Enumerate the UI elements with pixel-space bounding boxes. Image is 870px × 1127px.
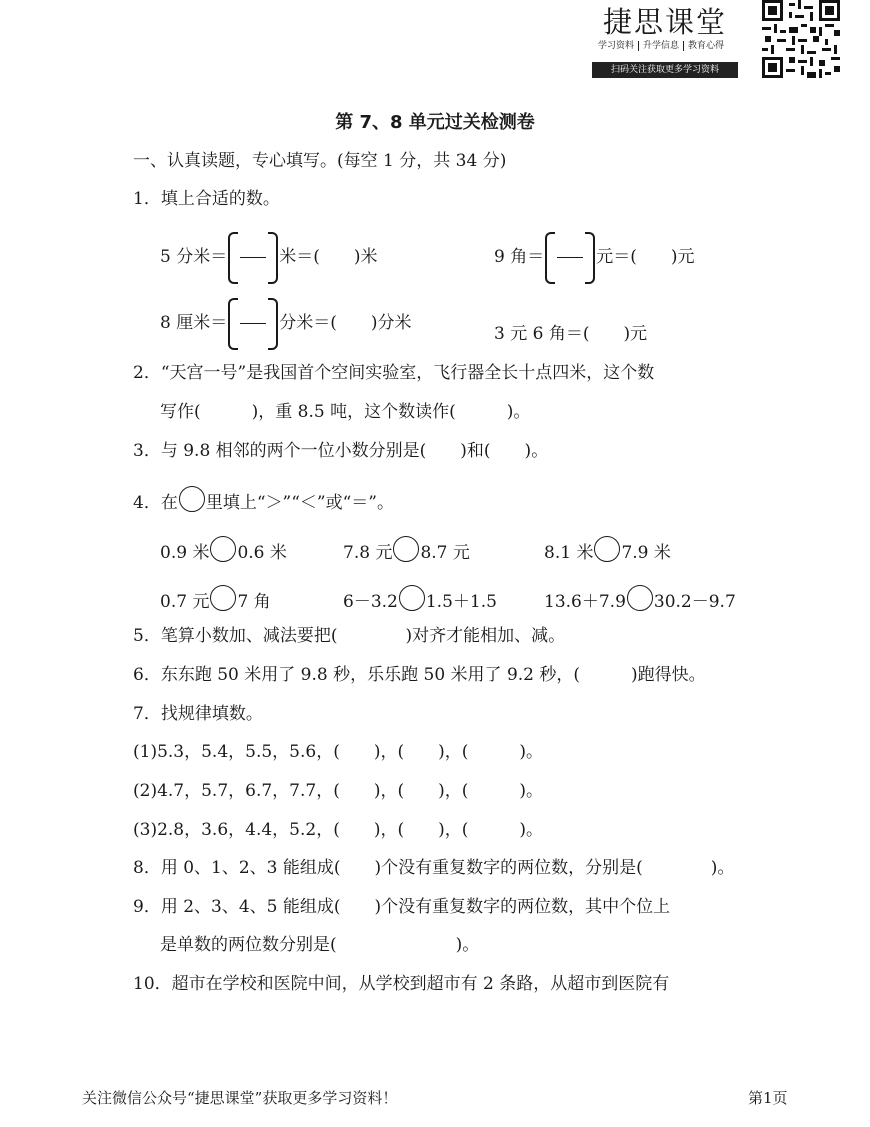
compare-right: 7.9 米 <box>621 543 671 563</box>
question-9-line-2: 是单数的两位数分别是( )。 <box>160 935 480 955</box>
circle-blank <box>179 486 205 512</box>
brand-tag: 学习资料 <box>594 41 639 51</box>
compare-right: 1.5＋1.5 <box>425 592 497 612</box>
compare-item <box>160 536 287 564</box>
section-heading: 一、认真读题，专心填写。(每空 1 分，共 34 分) <box>133 151 507 171</box>
question-7-heading: 7．找规律填数。 <box>133 704 263 724</box>
brand-tag: 升学信息 <box>639 41 684 51</box>
compare-item <box>343 585 497 613</box>
question-1b <box>494 232 695 282</box>
compare-circle[interactable] <box>594 536 620 562</box>
question-3: 3．与 9.8 相邻的两个一位小数分别是( )和( )。 <box>133 441 549 461</box>
question-10: 10．超市在学校和医院中间，从学校到超市有 2 条路，从超市到医院有 <box>133 974 670 994</box>
q4-head-end: 里填上“＞”“＜”或“＝”。 <box>205 493 394 513</box>
question-7-sub-2: (2)4.7，5.7，6.7，7.7，( )，( )，( )。 <box>133 781 544 801</box>
compare-left: 13.6＋7.9 <box>544 592 626 612</box>
brand-tags <box>594 38 728 51</box>
footer-note: 关注微信公众号“捷思课堂”获取更多学习资料！ <box>82 1089 398 1107</box>
question-7-sub-3: (3)2.8，3.6，4.4，5.2，( )，( )，( )。 <box>133 820 544 840</box>
compare-item <box>343 536 470 564</box>
q1a-left: 5 分米＝ <box>160 247 228 267</box>
question-1a <box>160 232 378 282</box>
question-9-line-1: 9．用 2、3、4、5 能组成( )个没有重复数字的两位数，其中个位上 <box>133 897 671 917</box>
compare-item <box>544 585 736 613</box>
compare-right: 8.7 元 <box>420 543 470 563</box>
q1c-left: 8 厘米＝ <box>160 313 228 333</box>
q1b-right: 元＝( )元 <box>596 247 695 267</box>
compare-item <box>160 585 271 613</box>
compare-left: 7.8 元 <box>343 543 393 563</box>
fraction-blank[interactable] <box>228 298 278 348</box>
qr-code-icon <box>762 0 840 78</box>
page-title: 第 7、8 单元过关检测卷 <box>335 112 535 133</box>
compare-circle[interactable] <box>210 585 236 611</box>
compare-left: 8.1 米 <box>544 543 594 563</box>
brand-name: 捷思课堂 <box>603 5 728 39</box>
compare-circle[interactable] <box>627 585 653 611</box>
question-7-sub-1: (1)5.3，5.4，5.5，5.6，( )，( )，( )。 <box>133 742 544 762</box>
q1b-left: 9 角＝ <box>494 247 545 267</box>
question-2-line-2: 写作( )，重 8.5 吨，这个数读作( )。 <box>160 402 531 422</box>
compare-right: 30.2－9.7 <box>653 592 736 612</box>
question-8: 8．用 0、1、2、3 能组成( )个没有重复数字的两位数，分别是( )。 <box>133 858 735 878</box>
question-5: 5．笔算小数加、减法要把( )对齐才能相加、减。 <box>133 626 566 646</box>
compare-right: 7 角 <box>237 592 271 612</box>
question-4-heading <box>133 486 394 514</box>
q1a-right: 米＝( )米 <box>279 247 378 267</box>
brand-banner: 扫码关注获取更多学习资料 <box>592 62 738 78</box>
fraction-blank[interactable] <box>228 232 278 282</box>
compare-item <box>544 536 671 564</box>
q4-head-start: 4．在 <box>133 493 178 513</box>
compare-circle[interactable] <box>393 536 419 562</box>
compare-left: 6－3.2 <box>343 592 398 612</box>
question-1-heading: 1．填上合适的数。 <box>133 189 280 209</box>
q1c-right: 分米＝( )分米 <box>279 313 412 333</box>
question-6: 6．东东跑 50 米用了 9.8 秒，乐乐跑 50 米用了 9.2 秒，( )跑得快。 <box>133 665 706 685</box>
compare-left: 0.9 米 <box>160 543 210 563</box>
fraction-blank[interactable] <box>545 232 595 282</box>
compare-left: 0.7 元 <box>160 592 210 612</box>
brand-tag: 教育心得 <box>688 41 725 51</box>
compare-right: 0.6 米 <box>237 543 287 563</box>
question-1d: 3 元 6 角＝( )元 <box>494 324 648 344</box>
compare-circle[interactable] <box>399 585 425 611</box>
question-2-line-1: 2．“天宫一号”是我国首个空间实验室，飞行器全长十点四米，这个数 <box>133 363 655 383</box>
page-number: 第1页 <box>748 1089 788 1107</box>
question-1c <box>160 298 412 348</box>
compare-circle[interactable] <box>210 536 236 562</box>
